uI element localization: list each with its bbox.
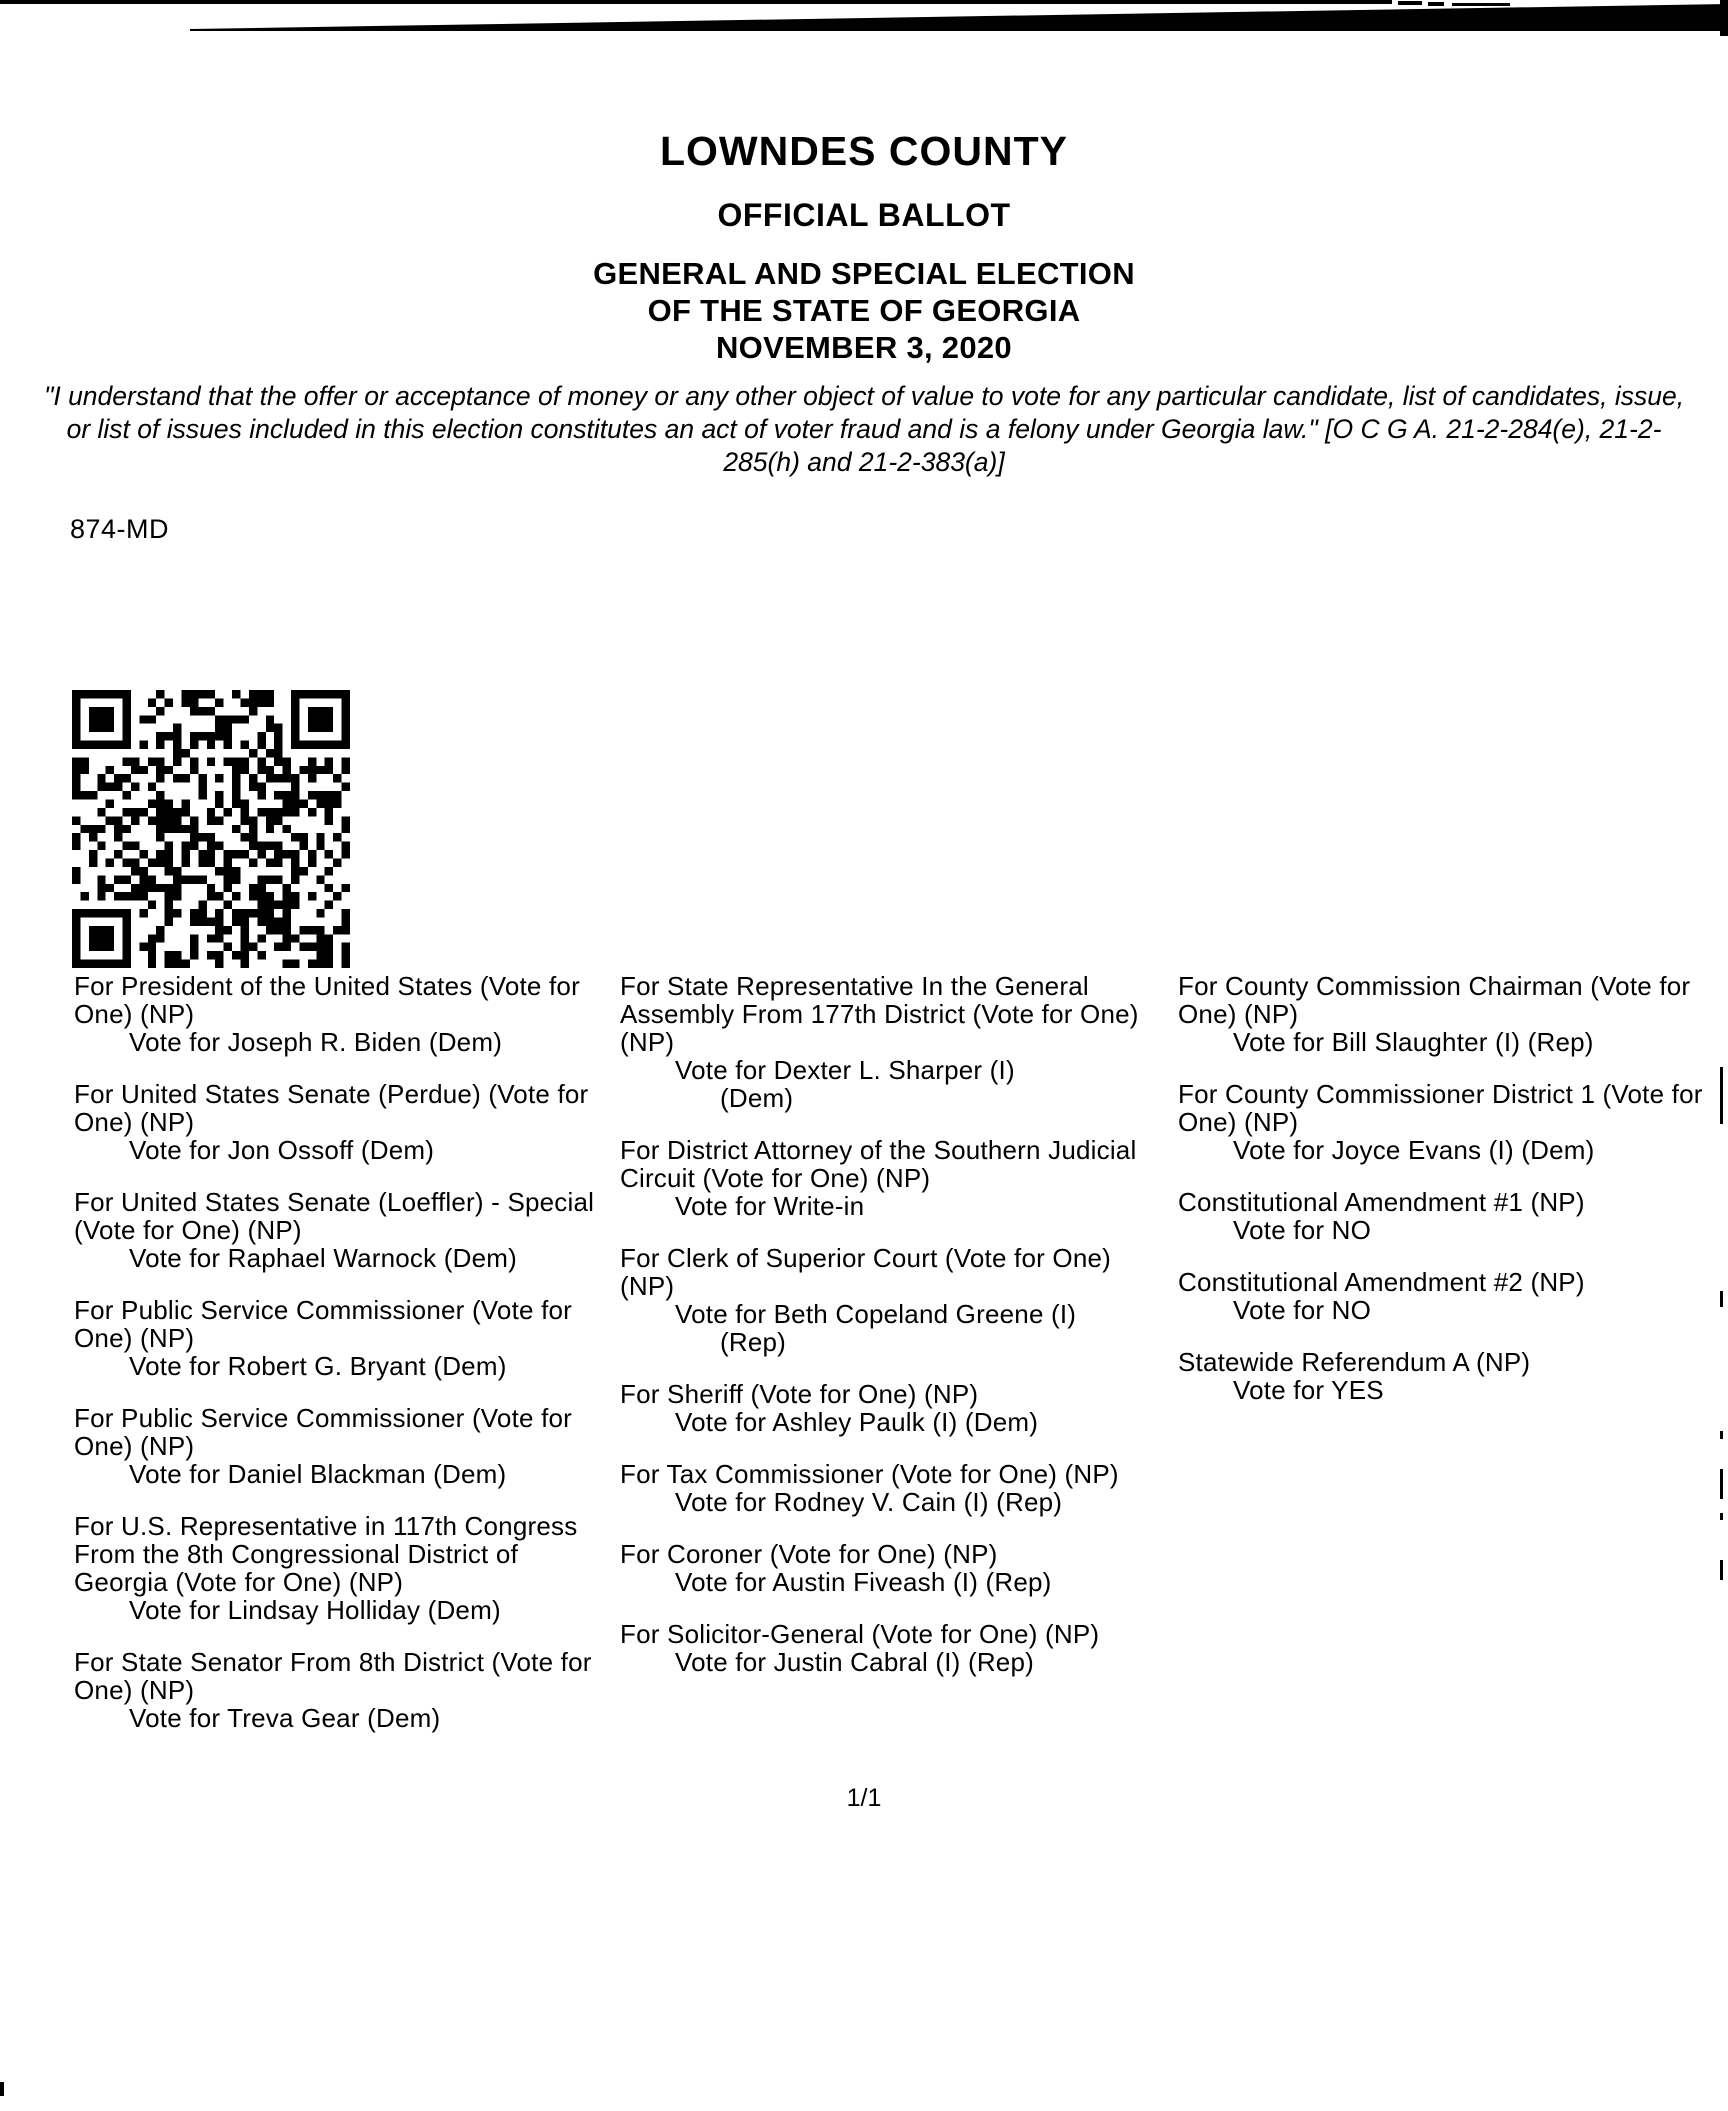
vote-selection: Vote for Bill Slaughter (I) (Rep) (1233, 1027, 1594, 1057)
vote-selection: Vote for Raphael Warnock (Dem) (129, 1243, 517, 1273)
contest (620, 972, 1172, 1112)
voter-fraud-disclaimer: "I understand that the offer or acceptance of money or any other object of value to vote for any particular candidate, list of candidates, issue, or list of issues included in this election constitutes an act of voter fraud and is a felony under Georgia law." [O C G A. 21-2-284(e), 21-2-285(h) and 21-2-383(a)] (43, 381, 1685, 477)
contest-title: For State Representative In the General Assembly From 177th District (Vote for One) (NP) (620, 971, 1139, 1057)
contest-title: For District Attorney of the Southern Judicial Circuit (Vote for One) (NP) (620, 1135, 1137, 1193)
contest (74, 1296, 619, 1380)
left-edge-scan-mark (0, 2082, 4, 2096)
contest (620, 1380, 1172, 1436)
page-footer (0, 1784, 1728, 1813)
election-title-line1: GENERAL AND SPECIAL ELECTION (593, 256, 1135, 291)
contest-title: For President of the United States (Vote for One) (NP) (74, 971, 580, 1029)
contest (74, 1080, 619, 1164)
contest-title: For United States Senate (Perdue) (Vote for One) (NP) (74, 1079, 589, 1137)
vote-selection: Vote for Dexter L. Sharper (I) (675, 1055, 1015, 1085)
contest-title: For U.S. Representative in 117th Congress From the 8th Congressional District of Georgia (Vote for One) (NP) (74, 1511, 578, 1597)
vote-selection: Vote for Write-in (675, 1191, 865, 1221)
contest (74, 1188, 619, 1272)
ballot-column-1 (74, 972, 619, 1756)
right-edge-scan-dash (1720, 1513, 1723, 1520)
contest-title: For County Commissioner District 1 (Vote for One) (NP) (1178, 1079, 1703, 1137)
vote-selection: Vote for YES (1233, 1375, 1384, 1405)
ballot-column-2 (620, 972, 1172, 1700)
election-title (0, 255, 1728, 366)
right-edge-scan-dash (1720, 1469, 1723, 1499)
vote-selection: Vote for Daniel Blackman (Dem) (129, 1459, 507, 1489)
vote-selection: Vote for Ashley Paulk (I) (Dem) (675, 1407, 1039, 1437)
right-edge-scan-dash (1720, 1560, 1723, 1580)
contest-title: For Clerk of Superior Court (Vote for One) (NP) (620, 1243, 1112, 1301)
vote-selection: Vote for Joseph R. Biden (Dem) (129, 1027, 503, 1057)
vote-selection: Vote for NO (1233, 1295, 1372, 1325)
contest (1178, 1348, 1726, 1404)
ballot-style-code: 874-MD (70, 514, 170, 544)
contest-title: For Coroner (Vote for One) (NP) (620, 1539, 998, 1569)
qr-code (72, 690, 350, 968)
top-edge-scan-dash (1398, 1, 1422, 5)
vote-selection: (Rep) (720, 1327, 787, 1357)
vote-selection: Vote for Beth Copeland Greene (I) (675, 1299, 1077, 1329)
vote-selection: (Dem) (720, 1083, 794, 1113)
contest (620, 1136, 1172, 1220)
top-edge-scan-dash (1452, 3, 1510, 6)
vote-selection: Vote for Jon Ossoff (Dem) (129, 1135, 435, 1165)
vote-selection: Vote for NO (1233, 1215, 1372, 1245)
contest (620, 1460, 1172, 1516)
contest-title: Statewide Referendum A (NP) (1178, 1347, 1531, 1377)
contest (620, 1244, 1172, 1356)
vote-selection: Vote for Robert G. Bryant (Dem) (129, 1351, 507, 1381)
contest (620, 1540, 1172, 1596)
contest (1178, 972, 1726, 1056)
contest-title: For State Senator From 8th District (Vote for One) (NP) (74, 1647, 592, 1705)
contest-title: For Public Service Commissioner (Vote for One) (NP) (74, 1295, 573, 1353)
contest-title: Constitutional Amendment #2 (NP) (1178, 1267, 1585, 1297)
vote-selection: Vote for Joyce Evans (I) (Dem) (1233, 1135, 1595, 1165)
right-edge-scan-dash (1720, 1431, 1723, 1439)
contest-title: For Sheriff (Vote for One) (NP) (620, 1379, 979, 1409)
contest (1178, 1080, 1726, 1164)
contest-title: For United States Senate (Loeffler) - Special (Vote for One) (NP) (74, 1187, 595, 1245)
contest (74, 1404, 619, 1488)
vote-selection: Vote for Justin Cabral (I) (Rep) (675, 1647, 1034, 1677)
contest-title: Constitutional Amendment #1 (NP) (1178, 1187, 1585, 1217)
contest-title: For County Commission Chairman (Vote for One) (NP) (1178, 971, 1691, 1029)
vote-selection: Vote for Austin Fiveash (I) (Rep) (675, 1567, 1052, 1597)
contest (1178, 1188, 1726, 1244)
election-title-line2: OF THE STATE OF GEORGIA (647, 293, 1081, 328)
ballot-column-3 (1178, 972, 1726, 1428)
top-edge-scan-line (0, 0, 1392, 4)
contest (74, 1512, 619, 1624)
ballot-header (0, 128, 1728, 366)
contest-title: For Public Service Commissioner (Vote for One) (NP) (74, 1403, 573, 1461)
election-title-line3: NOVEMBER 3, 2020 (716, 330, 1012, 365)
qr-code-svg (72, 690, 350, 968)
top-edge-scan-dash (1428, 2, 1444, 6)
page-number: 1/1 (846, 1784, 882, 1812)
contest (620, 1620, 1172, 1676)
contest (1178, 1268, 1726, 1324)
official-ballot-title: OFFICIAL BALLOT (717, 197, 1011, 233)
contest-title: For Solicitor-General (Vote for One) (NP) (620, 1619, 1100, 1649)
contest-title: For Tax Commissioner (Vote for One) (NP) (620, 1459, 1119, 1489)
vote-selection: Vote for Rodney V. Cain (I) (Rep) (675, 1487, 1063, 1517)
vote-selection: Vote for Treva Gear (Dem) (129, 1703, 441, 1733)
vote-selection: Vote for Lindsay Holliday (Dem) (129, 1595, 501, 1625)
county-title: LOWNDES COUNTY (659, 128, 1069, 174)
contest (74, 972, 619, 1056)
contest (74, 1648, 619, 1732)
